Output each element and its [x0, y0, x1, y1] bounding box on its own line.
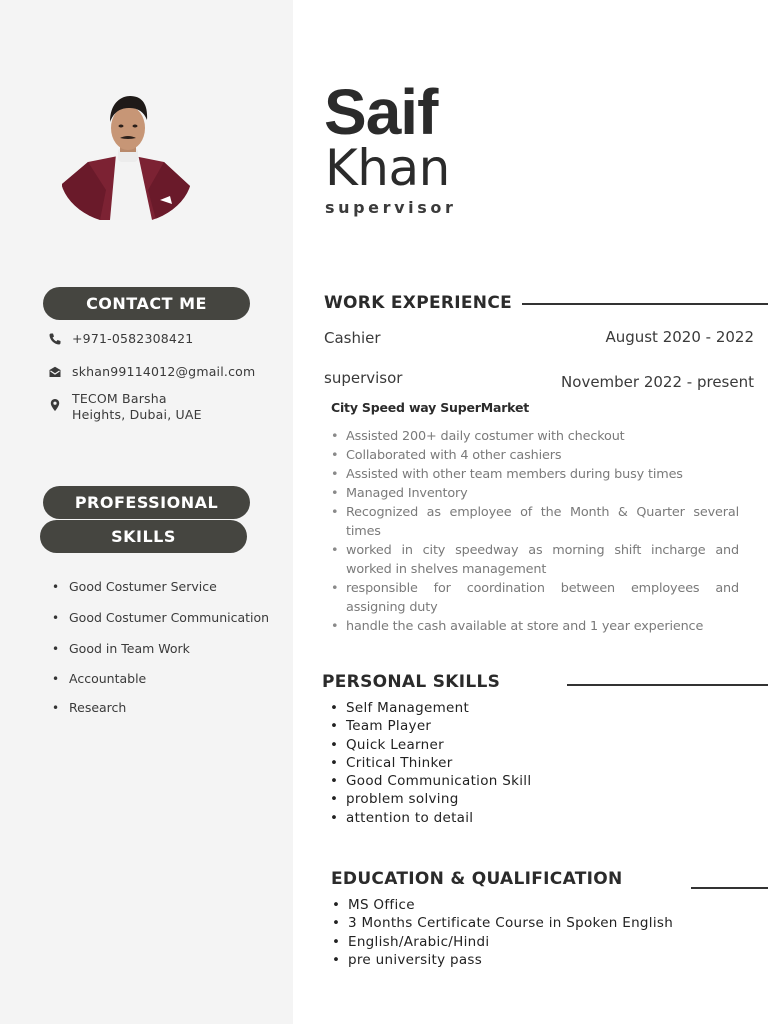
list-item: • Collaborated with 4 other cashiers [331, 446, 739, 465]
list-item: • Recognized as employee of the Month & Quarter several times [331, 503, 739, 541]
contact-phone [48, 331, 193, 347]
list-item: • Quick Learner [330, 736, 531, 754]
company-name: City Speed way SuperMarket [331, 400, 529, 415]
job-title: Cashier [324, 329, 381, 347]
duties-list [331, 427, 739, 636]
list-item: • MS Office [332, 896, 673, 914]
professional-heading: PROFESSIONAL [43, 486, 250, 519]
list-item: • Good Costumer Communication [52, 610, 269, 626]
map-pin-icon [48, 398, 62, 412]
contact-email [48, 364, 255, 380]
list-item: • Accountable [52, 671, 269, 687]
education-list [332, 896, 673, 969]
list-item: • problem solving [330, 790, 531, 808]
list-item: • Critical Thinker [330, 754, 531, 772]
professional-skills-list [52, 579, 269, 716]
list-item: • Good Communication Skill [330, 772, 531, 790]
phone-text[interactable]: +971-0582308421 [72, 331, 194, 346]
job-title: supervisor [324, 369, 403, 387]
list-item: • Assisted with other team members during busy times [331, 465, 739, 484]
last-name: Khan [325, 139, 450, 197]
list-item: • responsible for coordination between employees and assigning duty [331, 579, 739, 617]
list-item: • handle the cash available at store and 1 year experience [331, 617, 739, 636]
address-text [72, 391, 202, 423]
first-name: Saif [324, 76, 438, 148]
list-item: • Assisted 200+ daily costumer with checkout [331, 427, 739, 446]
envelope-icon [48, 365, 62, 379]
list-item: • worked in city speedway as morning shift incharge and worked in shelves management [331, 541, 739, 579]
list-item: • Managed Inventory [331, 484, 739, 503]
list-item: • attention to detail [330, 809, 531, 827]
email-text[interactable]: skhan99114012@gmail.com [72, 364, 256, 379]
list-item: • English/Arabic/Hindi [332, 933, 673, 951]
work-experience-heading: WORK EXPERIENCE [324, 293, 513, 313]
contact-heading: CONTACT ME [43, 287, 250, 320]
list-item: • pre university pass [332, 951, 673, 969]
section-divider [522, 303, 768, 305]
phone-icon [48, 332, 62, 346]
address-line-2: Heights, Dubai, UAE [72, 407, 202, 422]
profile-photo [60, 92, 192, 220]
skills-heading: SKILLS [40, 520, 247, 553]
job-dates: August 2020 - 2022 [605, 328, 754, 346]
section-divider [691, 887, 768, 889]
list-item: • Team Player [330, 717, 531, 735]
list-item: • Good in Team Work [52, 641, 269, 657]
list-item: • Self Management [330, 699, 531, 717]
job-dates: November 2022 - present [561, 373, 754, 391]
list-item: • Good Costumer Service [52, 579, 269, 595]
education-heading: EDUCATION & QUALIFICATION [331, 869, 623, 889]
section-divider [567, 684, 768, 686]
list-item: • 3 Months Certificate Course in Spoken English [332, 914, 673, 932]
role-title: supervisor [325, 198, 457, 217]
contact-address [48, 391, 202, 423]
personal-skills-list [330, 699, 531, 827]
address-line-1: TECOM Barsha [72, 391, 167, 406]
list-item: • Research [52, 700, 269, 716]
personal-skills-heading: PERSONAL SKILLS [322, 672, 501, 692]
